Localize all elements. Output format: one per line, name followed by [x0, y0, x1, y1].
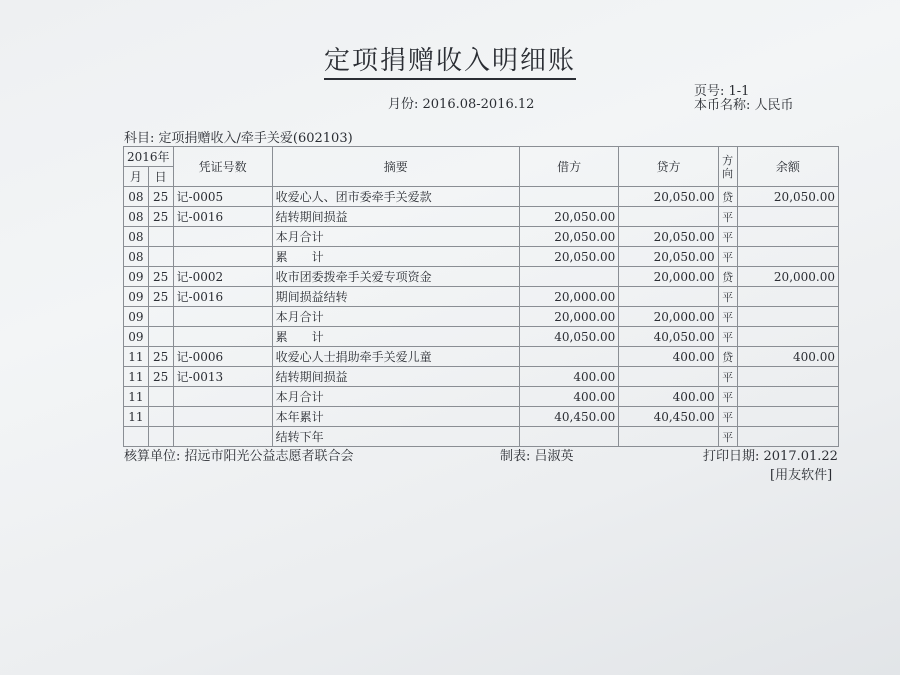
- table-row: [124, 387, 839, 407]
- cell-dr: 400.00: [519, 387, 618, 407]
- cell-m: 08: [124, 207, 149, 227]
- cell-s: 收爱心人士捐助牵手关爱儿童: [272, 347, 519, 367]
- header-credit: 贷方: [619, 147, 718, 187]
- cell-dir: 平: [718, 327, 737, 347]
- table-row: [124, 427, 839, 447]
- cell-v: 记-0013: [173, 367, 272, 387]
- cell-v: 记-0006: [173, 347, 272, 367]
- cell-d: [148, 427, 173, 447]
- cell-bal: [737, 307, 838, 327]
- cell-d: [148, 227, 173, 247]
- cell-dr: [519, 187, 618, 207]
- header-debit: 借方: [519, 147, 618, 187]
- table-row: [124, 287, 839, 307]
- table-row: [124, 187, 839, 207]
- cell-m: 08: [124, 247, 149, 267]
- cell-d: 25: [148, 367, 173, 387]
- cell-dr: 20,050.00: [519, 227, 618, 247]
- print-date: 打印日期: 2017.01.22: [703, 449, 838, 464]
- cell-v: [173, 327, 272, 347]
- header-voucher: 凭证号数: [173, 147, 272, 187]
- currency: 本币名称: 人民币: [694, 98, 794, 113]
- cell-m: 09: [124, 287, 149, 307]
- period: 月份: 2016.08-2016.12: [388, 97, 535, 112]
- cell-dr: [519, 347, 618, 367]
- cell-bal: [737, 287, 838, 307]
- cell-cr: 20,050.00: [619, 187, 718, 207]
- cell-cr: 400.00: [619, 387, 718, 407]
- cell-bal: 20,000.00: [737, 267, 838, 287]
- table-row: [124, 327, 839, 347]
- cell-dir: 平: [718, 407, 737, 427]
- cell-s: 收爱心人、团市委牵手关爱款: [272, 187, 519, 207]
- header-year: 2016年: [124, 147, 174, 167]
- table-row: [124, 367, 839, 387]
- table-row: [124, 407, 839, 427]
- cell-bal: [737, 247, 838, 267]
- cell-bal: 20,050.00: [737, 187, 838, 207]
- cell-dr: 20,000.00: [519, 287, 618, 307]
- cell-dir: 贷: [718, 187, 737, 207]
- cell-dir: 平: [718, 427, 737, 447]
- cell-bal: [737, 227, 838, 247]
- cell-m: 11: [124, 407, 149, 427]
- cell-s: 收市团委拨牵手关爱专项资金: [272, 267, 519, 287]
- cell-dr: 20,050.00: [519, 247, 618, 267]
- cell-dir: 平: [718, 367, 737, 387]
- header-day: 日: [148, 167, 173, 187]
- cell-cr: 20,000.00: [619, 307, 718, 327]
- cell-d: 25: [148, 187, 173, 207]
- cell-d: [148, 307, 173, 327]
- cell-dr: 40,450.00: [519, 407, 618, 427]
- cell-bal: [737, 327, 838, 347]
- cell-dr: 400.00: [519, 367, 618, 387]
- cell-v: [173, 247, 272, 267]
- cell-v: 记-0002: [173, 267, 272, 287]
- cell-s: 期间损益结转: [272, 287, 519, 307]
- cell-cr: [619, 367, 718, 387]
- cell-s: 本月合计: [272, 227, 519, 247]
- table-row: [124, 267, 839, 287]
- cell-cr: 40,450.00: [619, 407, 718, 427]
- cell-cr: [619, 287, 718, 307]
- cell-v: 记-0005: [173, 187, 272, 207]
- cell-cr: [619, 427, 718, 447]
- cell-dr: 20,000.00: [519, 307, 618, 327]
- cell-dr: 40,050.00: [519, 327, 618, 347]
- account-subject: 科目: 定项捐赠收入/牵手关爱(602103): [124, 131, 353, 146]
- cell-m: 08: [124, 227, 149, 247]
- cell-v: [173, 307, 272, 327]
- cell-d: [148, 247, 173, 267]
- cell-bal: [737, 407, 838, 427]
- cell-s: 结转下年: [272, 427, 519, 447]
- cell-cr: [619, 207, 718, 227]
- table-row: [124, 347, 839, 367]
- cell-m: 11: [124, 367, 149, 387]
- table-row: [124, 307, 839, 327]
- ledger-table: [123, 146, 839, 447]
- cell-v: [173, 387, 272, 407]
- table-row: [124, 207, 839, 227]
- cell-d: 25: [148, 287, 173, 307]
- cell-m: [124, 427, 149, 447]
- software-brand: [用友软件]: [770, 468, 833, 483]
- cell-dr: 20,050.00: [519, 207, 618, 227]
- cell-m: 09: [124, 327, 149, 347]
- header-summary: 摘要: [272, 147, 519, 187]
- cell-v: [173, 427, 272, 447]
- cell-dir: 平: [718, 287, 737, 307]
- cell-dr: [519, 427, 618, 447]
- table-row: [124, 227, 839, 247]
- cell-dir: 平: [718, 387, 737, 407]
- header-balance: 余额: [737, 147, 838, 187]
- cell-cr: 20,000.00: [619, 267, 718, 287]
- cell-s: 结转期间损益: [272, 207, 519, 227]
- cell-s: 结转期间损益: [272, 367, 519, 387]
- cell-d: [148, 407, 173, 427]
- cell-dir: 平: [718, 207, 737, 227]
- cell-dir: 贷: [718, 347, 737, 367]
- cell-s: 本年累计: [272, 407, 519, 427]
- cell-cr: 40,050.00: [619, 327, 718, 347]
- cell-bal: [737, 207, 838, 227]
- accounting-unit: 核算单位: 招远市阳光公益志愿者联合会: [124, 449, 354, 464]
- cell-dir: 平: [718, 227, 737, 247]
- cell-cr: 20,050.00: [619, 247, 718, 267]
- cell-bal: 400.00: [737, 347, 838, 367]
- cell-v: 记-0016: [173, 207, 272, 227]
- cell-s: 本月合计: [272, 387, 519, 407]
- cell-s: 本月合计: [272, 307, 519, 327]
- cell-m: 09: [124, 267, 149, 287]
- cell-dir: 平: [718, 307, 737, 327]
- cell-cr: 20,050.00: [619, 227, 718, 247]
- cell-v: [173, 407, 272, 427]
- cell-s: 累 计: [272, 327, 519, 347]
- cell-bal: [737, 367, 838, 387]
- cell-d: [148, 327, 173, 347]
- cell-d: 25: [148, 347, 173, 367]
- cell-m: 08: [124, 187, 149, 207]
- cell-d: 25: [148, 207, 173, 227]
- cell-bal: [737, 427, 838, 447]
- cell-bal: [737, 387, 838, 407]
- page-number: 页号: 1-1: [694, 84, 750, 99]
- cell-d: 25: [148, 267, 173, 287]
- header-month: 月: [124, 167, 149, 187]
- cell-m: 11: [124, 387, 149, 407]
- cell-dr: [519, 267, 618, 287]
- page-title: 定项捐赠收入明细账: [0, 40, 900, 77]
- cell-s: 累 计: [272, 247, 519, 267]
- cell-m: 11: [124, 347, 149, 367]
- cell-m: 09: [124, 307, 149, 327]
- cell-dir: 平: [718, 247, 737, 267]
- cell-d: [148, 387, 173, 407]
- header-direction: 方向: [718, 147, 737, 187]
- cell-dir: 贷: [718, 267, 737, 287]
- cell-cr: 400.00: [619, 347, 718, 367]
- table-row: [124, 247, 839, 267]
- cell-v: 记-0016: [173, 287, 272, 307]
- prepared-by: 制表: 吕淑英: [500, 449, 574, 464]
- cell-v: [173, 227, 272, 247]
